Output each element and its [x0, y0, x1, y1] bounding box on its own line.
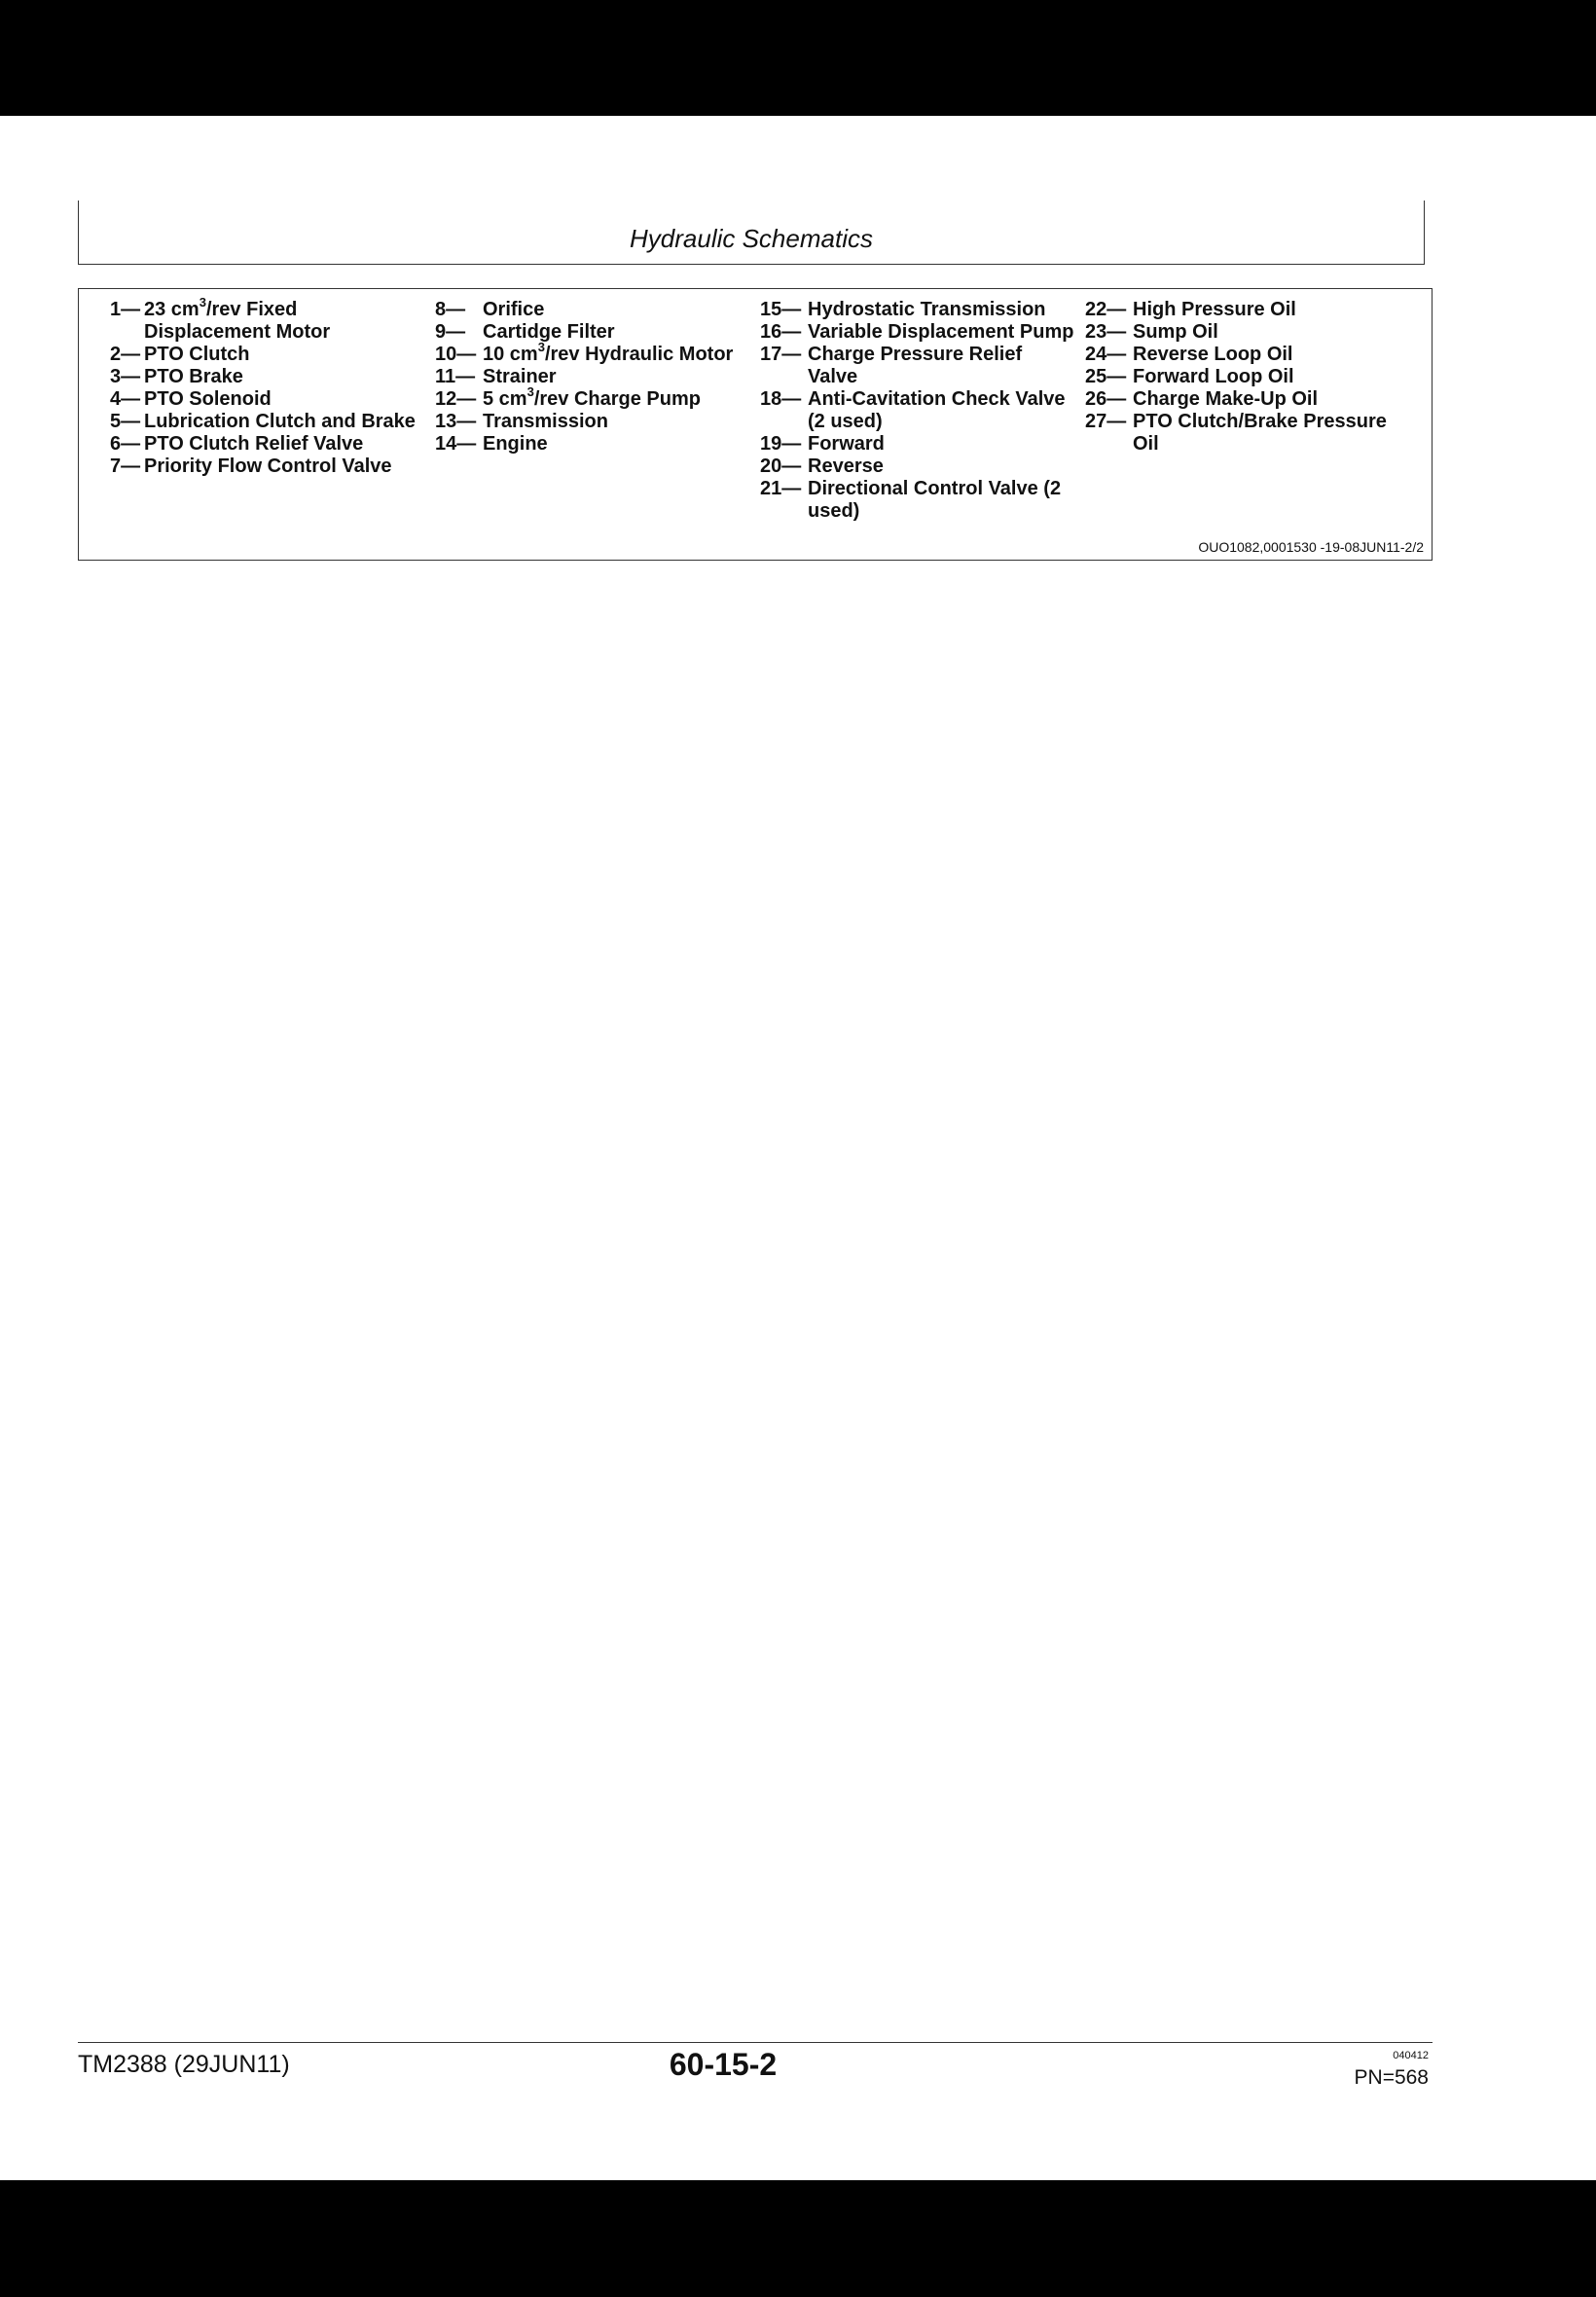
legend-item-line: [110, 321, 416, 344]
legend-item-label: used): [808, 500, 860, 522]
legend-item-label: Lubrication Clutch and Brake: [144, 411, 416, 432]
legend-item-line: [110, 456, 416, 478]
legend-item-number: 2—: [110, 344, 141, 365]
legend-item-label: Reverse: [808, 456, 884, 477]
legend-item-number: [760, 366, 808, 388]
footer-rule: [78, 2042, 1433, 2043]
legend-item-number: 12—: [435, 388, 477, 410]
legend-item-number: 4—: [110, 388, 141, 410]
legend-item-label: Forward Loop Oil: [1133, 366, 1294, 387]
legend-item-label: Sump Oil: [1133, 321, 1218, 343]
legend-item-line: [760, 411, 1073, 433]
legend-item-label: Anti-Cavitation Check Valve: [808, 388, 1066, 410]
legend-item-line: [760, 344, 1073, 366]
legend-item-line: [435, 384, 733, 411]
footer-code: 040412: [1393, 2050, 1429, 2061]
legend-item-number: [110, 321, 144, 344]
legend-item-line: [760, 433, 1073, 456]
legend-item-line: [435, 433, 733, 456]
legend-item-number: 8—: [435, 299, 466, 320]
legend-item-line: [760, 321, 1073, 344]
legend-column-2: [435, 299, 733, 456]
pn-number: PN=568: [1354, 2066, 1429, 2089]
legend-item-number: [1085, 433, 1133, 456]
legend-item-line: [760, 456, 1073, 478]
legend-item-number: 25—: [1085, 366, 1127, 387]
legend-item-number: 27—: [1085, 411, 1127, 432]
legend-item-label: Forward: [808, 433, 885, 455]
legend-item-number: 22—: [1085, 299, 1127, 320]
legend-item-line: [1085, 321, 1387, 344]
manual-id: TM2388 (29JUN11): [78, 2051, 290, 2078]
legend-item-number: 9—: [435, 321, 466, 343]
legend-item-line: [1085, 388, 1387, 411]
legend-item-line: [435, 411, 733, 433]
legend-item-line: [760, 478, 1073, 500]
legend-box: [78, 288, 1433, 561]
legend-item-label: Displacement Motor: [144, 321, 331, 343]
legend-item-label: Orifice: [483, 299, 545, 320]
legend-item-label: Priority Flow Control Valve: [144, 456, 392, 477]
legend-item-line: [1085, 344, 1387, 366]
legend-item-number: 16—: [760, 321, 802, 343]
legend-item-number: 19—: [760, 433, 802, 455]
legend-item-number: 3—: [110, 366, 141, 387]
legend-item-label: 23 $cm^3$/rev Fixed: [144, 295, 298, 320]
legend-item-label: Variable Displacement Pump: [808, 321, 1074, 343]
legend-item-label: Valve: [808, 366, 858, 387]
legend-item-label: Reverse Loop Oil: [1133, 344, 1293, 365]
legend-item-number: [760, 500, 808, 523]
legend-column-4: [1085, 299, 1387, 456]
legend-item-line: [435, 366, 733, 388]
legend-item-line: [760, 366, 1073, 388]
page-number: 60-15-2: [669, 2047, 778, 2082]
legend-item-line: [110, 344, 416, 366]
legend-item-line: [110, 433, 416, 456]
legend-item-number: 11—: [435, 366, 476, 387]
legend-item-number: 17—: [760, 344, 802, 365]
legend-item-line: [760, 500, 1073, 523]
legend-item-line: [435, 340, 734, 366]
section-header: [78, 201, 1425, 265]
legend-item-line: [760, 388, 1073, 411]
reference-code: OUO1082,0001530 -19-08JUN11-2/2: [1198, 539, 1424, 555]
legend-item-line: [1085, 299, 1387, 321]
legend-item-label: PTO Clutch/Brake Pressure: [1133, 411, 1387, 432]
legend-item-label: Directional Control Valve (2: [808, 478, 1062, 499]
legend-item-label: Hydrostatic Transmission: [808, 299, 1046, 320]
legend-item-label: Strainer: [483, 366, 557, 387]
legend-column-3: [760, 299, 1073, 523]
legend-item-line: [110, 366, 416, 388]
legend-item-line: [1085, 366, 1387, 388]
legend-item-number: 18—: [760, 388, 802, 410]
legend-item-label: PTO Brake: [144, 366, 243, 387]
legend-item-line: [435, 321, 733, 344]
legend-item-number: 1—: [110, 299, 141, 320]
legend-item-label: PTO Clutch: [144, 344, 250, 365]
legend-item-number: 7—: [110, 456, 141, 477]
legend-item-number: 24—: [1085, 344, 1127, 365]
legend-item-label: PTO Clutch Relief Valve: [144, 433, 364, 455]
legend-item-number: 13—: [435, 411, 477, 432]
legend-item-line: [1085, 433, 1387, 456]
legend-column-1: [110, 295, 416, 478]
legend-item-label: (2 used): [808, 411, 883, 432]
legend-item-number: 21—: [760, 478, 802, 499]
section-title: Hydraulic Schematics: [630, 224, 873, 253]
legend-item-line: [110, 411, 416, 433]
top-black-bar: [0, 0, 1596, 116]
legend-item-number: 15—: [760, 299, 802, 320]
legend-item-number: [760, 411, 808, 433]
legend-item-number: 10—: [435, 344, 477, 365]
legend-item-line: [760, 299, 1073, 321]
legend-item-number: 5—: [110, 411, 141, 432]
legend-item-label: High Pressure Oil: [1133, 299, 1296, 320]
legend-item-line: [110, 295, 416, 321]
legend-item-line: [1085, 411, 1387, 433]
legend-item-label: 10 $cm^3$/rev Hydraulic Motor: [483, 340, 734, 365]
legend-item-label: Transmission: [483, 411, 608, 432]
legend-item-label: Cartidge Filter: [483, 321, 615, 343]
legend-item-line: [110, 388, 416, 411]
legend-item-label: Oil: [1133, 433, 1159, 455]
legend-item-number: 20—: [760, 456, 802, 477]
legend-item-label: 5 $cm^3$/rev Charge Pump: [483, 384, 701, 410]
legend-item-number: 23—: [1085, 321, 1127, 343]
bottom-black-bar: [0, 2180, 1596, 2297]
legend-item-number: 26—: [1085, 388, 1127, 410]
legend-item-label: Charge Pressure Relief: [808, 344, 1023, 365]
legend-item-number: 14—: [435, 433, 477, 455]
legend-item-label: Charge Make-Up Oil: [1133, 388, 1319, 410]
legend-item-line: [435, 299, 733, 321]
legend-item-label: PTO Solenoid: [144, 388, 272, 410]
legend-item-label: Engine: [483, 433, 548, 455]
legend-item-number: 6—: [110, 433, 141, 455]
